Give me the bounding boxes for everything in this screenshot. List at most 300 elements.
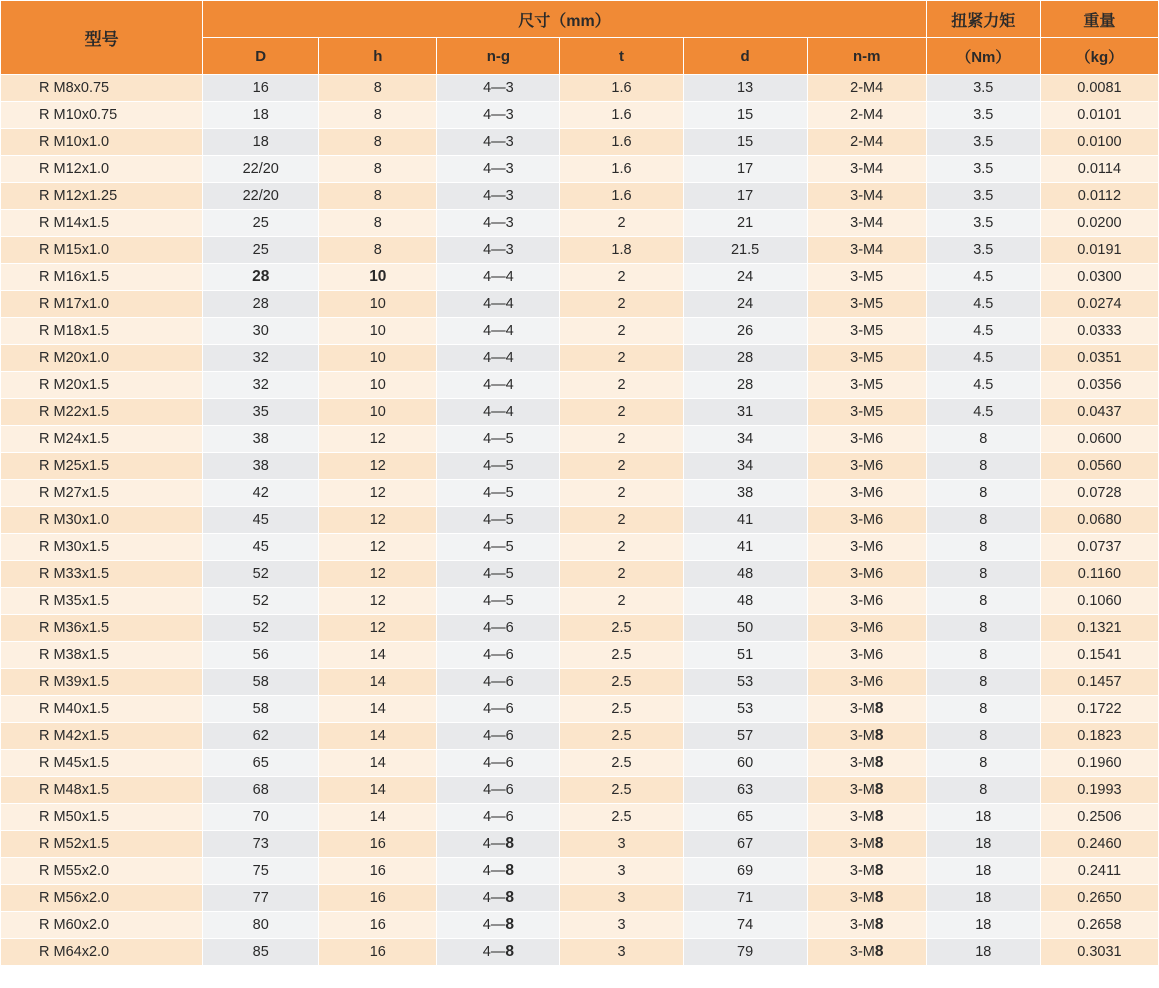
cell-n-m: 2-M4: [807, 102, 926, 129]
cell-model: R M50x1.5: [1, 804, 203, 831]
value-emphasis: 8: [874, 781, 884, 798]
table-row: [1, 237, 1159, 264]
cell-n-g: 4—3: [437, 183, 560, 210]
cell-weight: 0.3031: [1040, 939, 1158, 966]
header-dimensions-group: 尺寸（mm）: [203, 1, 927, 38]
cell-torque: 18: [926, 858, 1040, 885]
table-row: [1, 912, 1159, 939]
table-row: [1, 453, 1159, 480]
cell-t: 2.5: [560, 777, 683, 804]
cell-torque: 4.5: [926, 372, 1040, 399]
cell-n-g: 4—4: [437, 345, 560, 372]
cell-torque: 8: [926, 696, 1040, 723]
cell-n-m: 3-M6: [807, 507, 926, 534]
cell-torque: 18: [926, 912, 1040, 939]
table-row: [1, 75, 1159, 102]
cell-n-m: 3-M5: [807, 345, 926, 372]
cell-h: 14: [319, 777, 437, 804]
cell-model: R M40x1.5: [1, 696, 203, 723]
cell-d: 15: [683, 129, 807, 156]
cell-model: R M35x1.5: [1, 588, 203, 615]
cell-n-g: 4—8: [437, 858, 560, 885]
cell-torque: 3.5: [926, 75, 1040, 102]
cell-h: 16: [319, 858, 437, 885]
cell-t: 2: [560, 291, 683, 318]
table-row: [1, 156, 1159, 183]
cell-n-g: 4—6: [437, 750, 560, 777]
cell-torque: 8: [926, 750, 1040, 777]
cell-model: R M52x1.5: [1, 831, 203, 858]
value-emphasis: 8: [874, 808, 884, 825]
cell-n-g: 4—3: [437, 75, 560, 102]
header-sub-n-m: n-m: [807, 38, 926, 75]
cell-d: 69: [683, 858, 807, 885]
cell-model: R M14x1.5: [1, 210, 203, 237]
cell-weight: 0.1060: [1040, 588, 1158, 615]
cell-D: 28: [203, 291, 319, 318]
cell-weight: 0.1722: [1040, 696, 1158, 723]
cell-n-m: 3-M6: [807, 480, 926, 507]
cell-d: 34: [683, 453, 807, 480]
cell-model: R M33x1.5: [1, 561, 203, 588]
table-row: [1, 183, 1159, 210]
cell-torque: 3.5: [926, 129, 1040, 156]
cell-t: 2: [560, 399, 683, 426]
cell-n-g: 4—6: [437, 804, 560, 831]
cell-torque: 8: [926, 588, 1040, 615]
cell-d: 21: [683, 210, 807, 237]
cell-d: 28: [683, 372, 807, 399]
cell-D: 58: [203, 696, 319, 723]
cell-weight: 0.0114: [1040, 156, 1158, 183]
cell-model: R M20x1.0: [1, 345, 203, 372]
cell-t: 2: [560, 588, 683, 615]
cell-t: 2.5: [560, 750, 683, 777]
cell-n-g: 4—5: [437, 480, 560, 507]
header-sub-n-g: n-g: [437, 38, 560, 75]
cell-weight: 0.0437: [1040, 399, 1158, 426]
cell-d: 34: [683, 426, 807, 453]
table-row: [1, 750, 1159, 777]
cell-n-m: 3-M8: [807, 831, 926, 858]
cell-D: 52: [203, 588, 319, 615]
cell-t: 2: [560, 372, 683, 399]
cell-d: 53: [683, 696, 807, 723]
cell-t: 2: [560, 264, 683, 291]
table-row: [1, 399, 1159, 426]
cell-torque: 8: [926, 561, 1040, 588]
cell-d: 53: [683, 669, 807, 696]
header-sub-t: t: [560, 38, 683, 75]
cell-d: 74: [683, 912, 807, 939]
table-row: [1, 318, 1159, 345]
cell-model: R M17x1.0: [1, 291, 203, 318]
cell-t: 1.6: [560, 156, 683, 183]
cell-t: 2: [560, 318, 683, 345]
cell-weight: 0.0274: [1040, 291, 1158, 318]
cell-n-g: 4—5: [437, 453, 560, 480]
cell-n-m: 3-M8: [807, 939, 926, 966]
table-row: [1, 831, 1159, 858]
cell-n-g: 4—8: [437, 912, 560, 939]
table-row: [1, 858, 1159, 885]
cell-h: 16: [319, 885, 437, 912]
cell-n-m: 3-M6: [807, 669, 926, 696]
cell-n-g: 4—4: [437, 399, 560, 426]
cell-D: 52: [203, 561, 319, 588]
table-row: [1, 723, 1159, 750]
cell-n-m: 3-M5: [807, 291, 926, 318]
cell-n-m: 3-M8: [807, 723, 926, 750]
cell-weight: 0.2411: [1040, 858, 1158, 885]
cell-D: 58: [203, 669, 319, 696]
cell-model: R M24x1.5: [1, 426, 203, 453]
cell-d: 71: [683, 885, 807, 912]
cell-model: R M45x1.5: [1, 750, 203, 777]
cell-d: 17: [683, 156, 807, 183]
cell-torque: 8: [926, 615, 1040, 642]
cell-h: 8: [319, 156, 437, 183]
table-header: [1, 1, 1159, 75]
cell-D: 73: [203, 831, 319, 858]
header-model: 型号: [1, 1, 203, 75]
cell-D: 85: [203, 939, 319, 966]
cell-d: 48: [683, 588, 807, 615]
table-body: [1, 75, 1159, 966]
cell-h: 12: [319, 534, 437, 561]
value-emphasis: 8: [874, 862, 884, 879]
cell-model: R M55x2.0: [1, 858, 203, 885]
cell-model: R M30x1.0: [1, 507, 203, 534]
cell-model: R M38x1.5: [1, 642, 203, 669]
cell-model: R M16x1.5: [1, 264, 203, 291]
cell-n-g: 4—3: [437, 210, 560, 237]
table-row: [1, 804, 1159, 831]
cell-t: 1.6: [560, 102, 683, 129]
cell-t: 1.8: [560, 237, 683, 264]
cell-D: 77: [203, 885, 319, 912]
cell-t: 2: [560, 480, 683, 507]
cell-h: 8: [319, 75, 437, 102]
table-row: [1, 642, 1159, 669]
cell-torque: 8: [926, 426, 1040, 453]
cell-n-g: 4—4: [437, 372, 560, 399]
cell-weight: 0.0680: [1040, 507, 1158, 534]
cell-t: 2.5: [560, 723, 683, 750]
cell-weight: 0.0200: [1040, 210, 1158, 237]
cell-torque: 3.5: [926, 237, 1040, 264]
cell-d: 79: [683, 939, 807, 966]
cell-torque: 8: [926, 723, 1040, 750]
cell-D: 38: [203, 453, 319, 480]
cell-d: 21.5: [683, 237, 807, 264]
cell-n-g: 4—5: [437, 426, 560, 453]
cell-model: R M64x2.0: [1, 939, 203, 966]
cell-n-g: 4—3: [437, 102, 560, 129]
cell-h: 14: [319, 750, 437, 777]
cell-weight: 0.0333: [1040, 318, 1158, 345]
cell-n-g: 4—4: [437, 291, 560, 318]
cell-n-g: 4—6: [437, 615, 560, 642]
cell-t: 1.6: [560, 183, 683, 210]
cell-n-m: 3-M4: [807, 210, 926, 237]
cell-weight: 0.2506: [1040, 804, 1158, 831]
cell-n-m: 3-M6: [807, 453, 926, 480]
cell-torque: 8: [926, 534, 1040, 561]
cell-n-m: 2-M4: [807, 75, 926, 102]
cell-D: 45: [203, 534, 319, 561]
cell-t: 3: [560, 858, 683, 885]
cell-n-m: 3-M6: [807, 588, 926, 615]
cell-D: 25: [203, 237, 319, 264]
cell-weight: 0.1321: [1040, 615, 1158, 642]
table-row: [1, 264, 1159, 291]
cell-D: 28: [203, 264, 319, 291]
cell-t: 2: [560, 426, 683, 453]
cell-n-m: 3-M4: [807, 156, 926, 183]
cell-h: 12: [319, 480, 437, 507]
cell-weight: 0.2460: [1040, 831, 1158, 858]
header-sub-d: d: [683, 38, 807, 75]
value-emphasis: 8: [874, 754, 884, 771]
cell-weight: 0.0112: [1040, 183, 1158, 210]
cell-model: R M12x1.25: [1, 183, 203, 210]
table-row: [1, 885, 1159, 912]
table-row: [1, 291, 1159, 318]
cell-torque: 8: [926, 669, 1040, 696]
cell-n-g: 4—6: [437, 777, 560, 804]
cell-n-m: 3-M6: [807, 426, 926, 453]
header-torque: 扭紧力矩: [926, 1, 1040, 38]
cell-D: 32: [203, 345, 319, 372]
cell-n-g: 4—4: [437, 318, 560, 345]
cell-weight: 0.0356: [1040, 372, 1158, 399]
cell-h: 12: [319, 507, 437, 534]
cell-weight: 0.2650: [1040, 885, 1158, 912]
cell-torque: 18: [926, 831, 1040, 858]
cell-n-g: 4—8: [437, 939, 560, 966]
cell-t: 3: [560, 831, 683, 858]
cell-torque: 8: [926, 480, 1040, 507]
cell-D: 65: [203, 750, 319, 777]
header-torque-unit: （Nm）: [926, 38, 1040, 75]
cell-torque: 8: [926, 507, 1040, 534]
table-row: [1, 534, 1159, 561]
cell-h: 12: [319, 426, 437, 453]
cell-d: 67: [683, 831, 807, 858]
cell-D: 68: [203, 777, 319, 804]
value-emphasis: 8: [874, 727, 884, 744]
header-weight-unit: （kg）: [1040, 38, 1158, 75]
table-row: [1, 588, 1159, 615]
cell-d: 26: [683, 318, 807, 345]
cell-n-g: 4—3: [437, 237, 560, 264]
table-row: [1, 696, 1159, 723]
cell-t: 2: [560, 534, 683, 561]
cell-model: R M22x1.5: [1, 399, 203, 426]
cell-weight: 0.1160: [1040, 561, 1158, 588]
cell-D: 18: [203, 102, 319, 129]
cell-model: R M12x1.0: [1, 156, 203, 183]
cell-weight: 0.1541: [1040, 642, 1158, 669]
cell-n-m: 3-M8: [807, 696, 926, 723]
cell-D: 42: [203, 480, 319, 507]
cell-t: 2: [560, 453, 683, 480]
cell-model: R M20x1.5: [1, 372, 203, 399]
cell-h: 16: [319, 912, 437, 939]
cell-D: 32: [203, 372, 319, 399]
table-row: [1, 426, 1159, 453]
cell-n-m: 3-M5: [807, 399, 926, 426]
cell-h: 12: [319, 588, 437, 615]
cell-d: 57: [683, 723, 807, 750]
cell-d: 60: [683, 750, 807, 777]
cell-weight: 0.0191: [1040, 237, 1158, 264]
table-row: [1, 345, 1159, 372]
cell-model: R M42x1.5: [1, 723, 203, 750]
cell-h: 14: [319, 696, 437, 723]
cell-n-m: 3-M6: [807, 642, 926, 669]
cell-n-m: 3-M8: [807, 804, 926, 831]
table-row: [1, 480, 1159, 507]
value-emphasis: 8: [874, 700, 884, 717]
cell-n-g: 4—5: [437, 534, 560, 561]
value-emphasis: 8: [874, 835, 884, 852]
cell-h: 16: [319, 939, 437, 966]
cell-torque: 18: [926, 885, 1040, 912]
cell-n-g: 4—5: [437, 507, 560, 534]
cell-h: 8: [319, 102, 437, 129]
cell-h: 8: [319, 129, 437, 156]
cell-model: R M27x1.5: [1, 480, 203, 507]
cell-n-m: 3-M5: [807, 264, 926, 291]
cell-n-g: 4—3: [437, 129, 560, 156]
cell-t: 2.5: [560, 804, 683, 831]
cell-torque: 4.5: [926, 345, 1040, 372]
cell-weight: 0.2658: [1040, 912, 1158, 939]
cell-torque: 18: [926, 804, 1040, 831]
cell-model: R M8x0.75: [1, 75, 203, 102]
cell-D: 18: [203, 129, 319, 156]
cell-d: 65: [683, 804, 807, 831]
cell-D: 22/20: [203, 183, 319, 210]
value-emphasis: 8: [505, 916, 514, 933]
cell-h: 10: [319, 318, 437, 345]
cell-t: 2: [560, 345, 683, 372]
cell-weight: 0.1823: [1040, 723, 1158, 750]
value-emphasis: 8: [874, 889, 884, 906]
cell-h: 10: [319, 291, 437, 318]
cell-model: R M30x1.5: [1, 534, 203, 561]
cell-n-m: 3-M6: [807, 615, 926, 642]
table-row: [1, 669, 1159, 696]
header-sub-D: D: [203, 38, 319, 75]
table-row: [1, 615, 1159, 642]
table-row: [1, 507, 1159, 534]
cell-n-m: 3-M4: [807, 237, 926, 264]
cell-D: 62: [203, 723, 319, 750]
cell-d: 15: [683, 102, 807, 129]
cell-n-m: 3-M8: [807, 912, 926, 939]
cell-h: 12: [319, 561, 437, 588]
cell-D: 22/20: [203, 156, 319, 183]
cell-h: 10: [319, 345, 437, 372]
cell-weight: 0.1457: [1040, 669, 1158, 696]
cell-t: 2.5: [560, 615, 683, 642]
cell-h: 14: [319, 642, 437, 669]
cell-n-m: 3-M5: [807, 372, 926, 399]
cell-h: 10: [319, 372, 437, 399]
cell-d: 48: [683, 561, 807, 588]
cell-d: 41: [683, 507, 807, 534]
cell-n-g: 4—6: [437, 696, 560, 723]
cell-n-m: 3-M8: [807, 858, 926, 885]
table-row: [1, 561, 1159, 588]
cell-weight: 0.0737: [1040, 534, 1158, 561]
cell-h: 14: [319, 723, 437, 750]
cell-h: 14: [319, 804, 437, 831]
table-row: [1, 102, 1159, 129]
cell-n-m: 3-M8: [807, 750, 926, 777]
cell-D: 38: [203, 426, 319, 453]
value-emphasis: 8: [505, 862, 514, 879]
cell-D: 16: [203, 75, 319, 102]
cell-torque: 8: [926, 642, 1040, 669]
cell-model: R M56x2.0: [1, 885, 203, 912]
cell-torque: 3.5: [926, 102, 1040, 129]
cell-n-g: 4—8: [437, 831, 560, 858]
cell-t: 2: [560, 561, 683, 588]
cell-torque: 4.5: [926, 399, 1040, 426]
cell-h: 8: [319, 183, 437, 210]
cell-n-m: 3-M5: [807, 318, 926, 345]
cell-D: 35: [203, 399, 319, 426]
cell-model: R M15x1.0: [1, 237, 203, 264]
cell-weight: 0.1960: [1040, 750, 1158, 777]
cell-t: 2: [560, 507, 683, 534]
cell-t: 3: [560, 939, 683, 966]
cell-torque: 8: [926, 777, 1040, 804]
cell-D: 25: [203, 210, 319, 237]
header-sub-h: h: [319, 38, 437, 75]
cell-n-g: 4—5: [437, 561, 560, 588]
cell-D: 75: [203, 858, 319, 885]
cell-t: 3: [560, 885, 683, 912]
cell-torque: 8: [926, 453, 1040, 480]
cell-d: 50: [683, 615, 807, 642]
cell-torque: 4.5: [926, 291, 1040, 318]
cell-h: 16: [319, 831, 437, 858]
value-emphasis: 8: [505, 889, 514, 906]
table-row: [1, 939, 1159, 966]
value-emphasis: 8: [505, 835, 514, 852]
cell-D: 70: [203, 804, 319, 831]
cell-h: 10: [319, 264, 437, 291]
cell-d: 38: [683, 480, 807, 507]
cell-D: 52: [203, 615, 319, 642]
cell-model: R M39x1.5: [1, 669, 203, 696]
cell-n-g: 4—6: [437, 723, 560, 750]
cell-D: 80: [203, 912, 319, 939]
cell-t: 3: [560, 912, 683, 939]
cell-weight: 0.0560: [1040, 453, 1158, 480]
cell-t: 1.6: [560, 75, 683, 102]
cell-torque: 3.5: [926, 210, 1040, 237]
cell-torque: 18: [926, 939, 1040, 966]
cell-d: 41: [683, 534, 807, 561]
cell-n-m: 3-M8: [807, 777, 926, 804]
cell-t: 2: [560, 210, 683, 237]
